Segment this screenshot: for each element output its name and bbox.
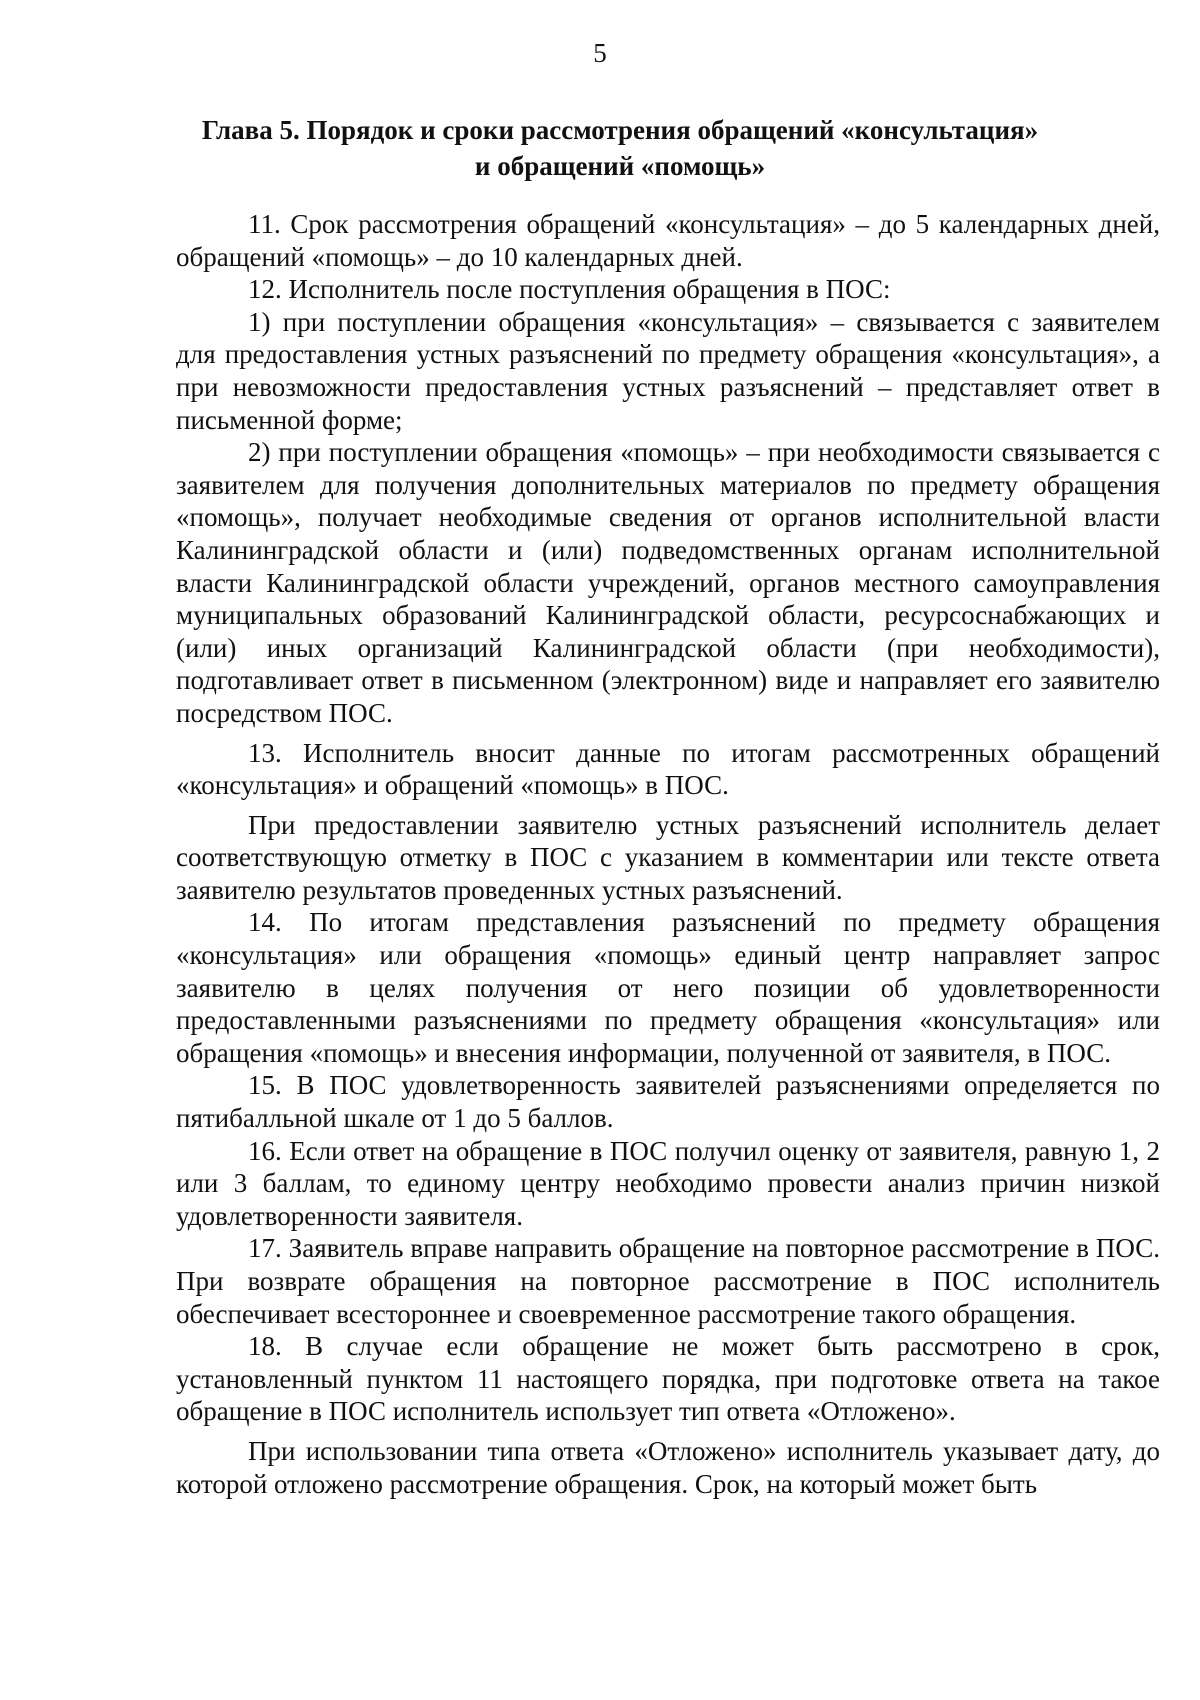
chapter-heading (180, 112, 1060, 184)
paragraph-18: 18. В случае если обращение не может быть рассмотрено в срок, установленный пунктом 11 настоящего порядка, при подготовке ответа на такое обращение в ПОС исполнитель использует тип ответа «Отложено». (176, 1331, 1160, 1427)
paragraph-16: 16. Если ответ на обращение в ПОС получил оценку от заявителя, равную 1, 2 или 3 баллам, то единому центру необходимо провести анализ причин низкой удовлетворенности заявителя. (176, 1135, 1160, 1231)
page-number: 5 (593, 38, 607, 68)
document-body (176, 208, 1160, 1500)
paragraph-12: 12. Исполнитель после поступления обращения в ПОС: (248, 274, 891, 305)
paragraph-14: 14. По итогам представления разъяснений по предмету обращения «консультация» или обращения «помощь» единый центр направляет запрос заявителю в целях получения от него позиции об удовлетворенности предоставленными разъяснениями по предмету обращения «консультация» или обращения «помощь» и внесения информации, полученной от заявителя, в ПОС. (176, 907, 1160, 1068)
chapter-heading-line-2: и обращений «помощь» (474, 151, 766, 181)
paragraph-17: 17. Заявитель вправе направить обращение на повторное рассмотрение в ПОС. При возврате обращения на повторное рассмотрение в ПОС исполнитель обеспечивает всестороннее и своевременное рассмотрение такого обращения. (176, 1233, 1160, 1329)
paragraph-13-continuation: При предоставлении заявителю устных разъяснений исполнитель делает соответствующую отметку в ПОС с указанием в комментарии или тексте ответа заявителю результатов проведенных устных разъяснений. (176, 809, 1160, 905)
paragraph-15: 15. В ПОС удовлетворенность заявителей разъяснениями определяется по пятибалльной шкале от 1 до 5 баллов. (176, 1070, 1160, 1134)
paragraph-12-item-1: 1) при поступлении обращения «консультация» – связывается с заявителем для предоставления устных разъяснений по предмету обращения «консультация», а при невозможности предоставления устных разъяснений – представляет ответ в письменной форме; (176, 306, 1160, 435)
paragraph-12-item-2: 2) при поступлении обращения «помощь» – при необходимости связывается с заявителем для получения дополнительных материалов по предмету обращения «помощь», получает необходимые сведения от органов исполнительной власти Калининградской области и (или) подведомственных органам исполнительной власти Калининградской области учреждений, органов местного самоуправления муниципальных образований Калининградской области, ресурсоснабжающих и (или) иных организаций Калининградской области (при необходимости), подготавливает ответ в письменном (электронном) виде и направляет его заявителю посредством ПОС. (176, 437, 1160, 728)
paragraph-11: 11. Срок рассмотрения обращений «консультация» – до 5 календарных дней, обращений «помощь» – до 10 календарных дней. (176, 209, 1160, 272)
chapter-heading-line-1: Глава 5. Порядок и сроки рассмотрения обращений «консультация» (201, 115, 1039, 145)
paragraph-13: 13. Исполнитель вносит данные по итогам рассмотренных обращений «консультация» и обращений «помощь» в ПОС. (176, 737, 1160, 801)
paragraph-18-continuation: При использовании типа ответа «Отложено» исполнитель указывает дату, до которой отложено рассмотрение обращения. Срок, на который может быть (176, 1435, 1160, 1499)
